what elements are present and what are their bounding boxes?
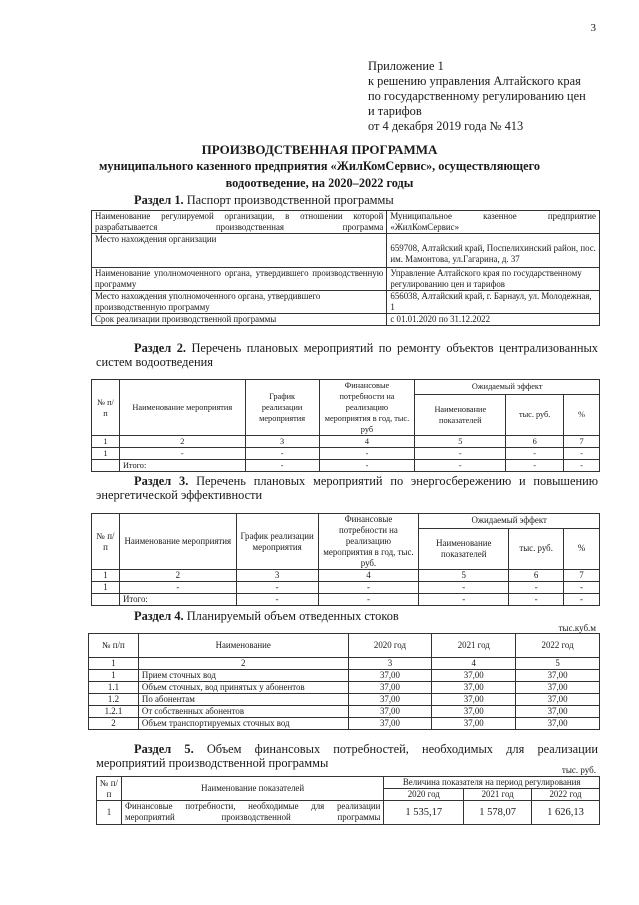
table-row: Итого: - - - - -: [92, 460, 600, 472]
table-row: 1.1 Объем сточных, вод принятых у абонентов 37,00 37,00 37,00: [89, 682, 600, 694]
table-header-row: Наименование показателей тыс. руб. %: [92, 528, 600, 569]
document-subtitle: муниципального казенного предприятия «ЖилКомСервис», осуществляющего: [98, 159, 541, 173]
table-row: Наименование регулируемой организации, в отношении которой разрабатывается производственная программа Муниципальное казенное предприятие «ЖилКомСервис»: [92, 211, 600, 234]
table-header-row: 2020 год 2021 год 2022 год: [97, 789, 600, 801]
table-row: 1 Финансовые потребности, необходимые для реализации мероприятий производственной программы 1 535,17 1 578,07 1 626,13: [97, 801, 600, 825]
table-row: 1.2.1 От собственных абонентов 37,00 37,00 37,00: [89, 706, 600, 718]
document-subtitle-2: водоотведение, на 2020–2022 годы: [225, 176, 414, 190]
appendix-line: к решению управления Алтайского края: [368, 74, 581, 88]
table-row: 1 2 3 4 5: [89, 658, 600, 670]
table-row: Срок реализации производственной программы с 01.01.2020 по 31.12.2022: [92, 314, 600, 326]
table-header-row: № п/п Наименование мероприятия График реализации мероприятия Финансовые потребности на реализацию мероприятия в год, тыс. руб. Ожидаемый эффект: [92, 514, 600, 529]
table-row: 2 Объем транспортируемых сточных вод 37,00 37,00 37,00: [89, 718, 600, 730]
section3-heading: Раздел 3. Перечень плановых мероприятий по энергосбережению и повышению энергетической эффективности: [96, 474, 598, 502]
table-header-row: № п/п Наименование показателей Величина показателя на период регулирования: [97, 777, 600, 789]
page-number: 3: [590, 22, 596, 34]
table-header-row: № п/п Наименование мероприятия График реализации мероприятия Финансовые потребности на реализацию мероприятия в год, тыс. руб Ожидаемый эффект: [92, 380, 600, 395]
document-title: ПРОИЗВОДСТВЕННАЯ ПРОГРАММА: [201, 142, 438, 157]
appendix-line: и тарифов: [368, 104, 422, 118]
appendix-line: по государственному регулированию цен: [368, 89, 586, 103]
section4-unit: тыс.куб.м: [558, 623, 596, 633]
table-row: Итого: - - - - -: [92, 594, 600, 606]
section1-table: [91, 210, 600, 326]
table-row: 1 Прием сточных вод 37,00 37,00 37,00: [89, 670, 600, 682]
section2-heading: Раздел 2. Перечень плановых мероприятий по ремонту объектов централизованных систем водоотведения: [96, 341, 598, 369]
section5-table: [96, 776, 600, 825]
table-row: 1.2 По абонентам 37,00 37,00 37,00: [89, 694, 600, 706]
appendix-block: [368, 59, 586, 134]
table-row: Место нахождения организации 659708, Алтайский край, Поспелихинский район, пос. им. Мамонтова, ул.Гагарина, д. 37: [92, 234, 600, 268]
section4-heading: Раздел 4. Планируемый объем отведенных стоков: [134, 609, 399, 623]
table-row: Наименование уполномоченного органа, утвердившего производственную программу Управление Алтайского края по государственному регулированию цен и тарифов: [92, 268, 600, 291]
section1-heading: Раздел 1. Паспорт производственной программы: [134, 193, 394, 207]
table-header-row: № п/п Наименование 2020 год 2021 год 2022 год: [89, 634, 600, 658]
section5-heading: Раздел 5. Объем финансовых потребностей, необходимых для реализации мероприятий производственной программы: [96, 742, 598, 770]
section2-table: [91, 379, 600, 472]
table-row: 1 - - - - - -: [92, 582, 600, 594]
table-row: 1 2 3 4 5 6 7: [92, 570, 600, 582]
appendix-line: от 4 декабря 2019 года № 413: [368, 119, 524, 133]
section4-table: [88, 633, 600, 730]
table-row: 1 - - - - - -: [92, 448, 600, 460]
table-row: Место нахождения уполномоченного органа, утвердившего производственную программу 656038, Алтайский край, г. Барнаул, ул. Молодежная, 1: [92, 291, 600, 314]
section3-table: [91, 513, 600, 606]
table-row: 1 2 3 4 5 6 7: [92, 436, 600, 448]
table-header-row: Наименование показателей тыс. руб. %: [92, 394, 600, 435]
appendix-line: Приложение 1: [368, 59, 444, 73]
section5-unit: тыс. руб.: [561, 765, 596, 775]
